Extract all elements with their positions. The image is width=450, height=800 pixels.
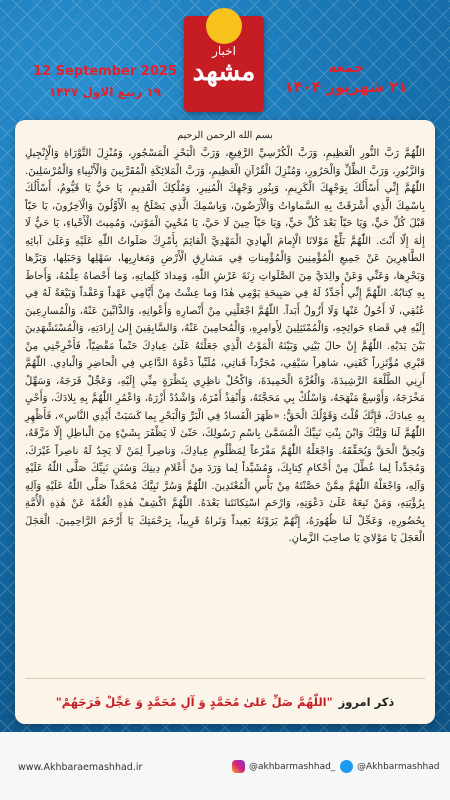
twitter-handle: @Akhbarmashhad <box>357 761 440 772</box>
logo-title: مشهد <box>192 57 256 87</box>
twitter-link[interactable] <box>340 760 439 773</box>
instagram-handle: @akhbarmashhad_ <box>249 761 336 772</box>
zekr-label: ذکر امروز <box>338 695 395 709</box>
solar-date: ۲۱ شهریور ۱۴۰۴ <box>284 78 408 96</box>
instagram-link[interactable] <box>232 760 335 773</box>
date-block-left <box>30 64 180 99</box>
logo-subtitle: اخبار <box>212 44 236 58</box>
zekr-value: "اللّٰهُمَّ صَلِّ عَلىٰ مُحَمَّدٍ وَ آلِ مُحَمَّدٍ وَ عَجِّلْ فَرَجَهُمْ" <box>55 695 333 709</box>
weekday: جمعه <box>328 60 364 76</box>
sun-icon <box>206 8 242 44</box>
prayer-text: اللّٰهُمَّ رَبَّ النُّورِ الْعَظِيمِ، وَرَبَّ الْكُرْسِيِّ الرَّفِيعِ، وَرَبَّ الْبَحْرِ الْمَسْجُورِ، وَمُنْزِلَ التَّوْرَاةِ وَالْإِنْجِيلِ وَالزَّبُورِ، وَرَبَّ الظِّلِّ وَالْحَرُورِ، وَمُنْزِلَ الْقُرْآنِ الْعَظِيمِ، وَرَبَّ الْمَلائِكَةِ الْمُقَرَّبِينَ وَالْأَنْبِياءِ وَالْمُرْسَلِينَ. اللّٰهُمَّ إِنِّي أَسْأَلُكَ بِوَجْهِكَ الْكَرِيمِ، وَبِنُورِ وَجْهِكَ الْمُنِيرِ، وَمُلْكِكَ الْقَدِيمِ، يَا حَيُّ يَا قَيُّومُ، أَسْأَلُكَ بِاسْمِكَ الَّذِي أَشْرَقَتْ بِهِ السَّماواتُ وَالْأَرَضُونَ، وَبِاسْمِكَ الَّذِي يَصْلَحُ بِهِ الْأَوَّلُونَ وَالْآخِرُونَ، يَا حَيّاً قَبْلَ كُلِّ حَيٍّ، وَيَا حَيّاً بَعْدَ كُلِّ حَيٍّ، وَيَا حَيّاً حِينَ لَا حَيَّ، يَا مُحْيِيَ الْمَوْتىٰ، وَمُمِيتَ الْأَحْياءِ، يَا حَيُّ لَا إِلٰهَ إِلّا أَنْتَ. اللّٰهُمَّ بَلِّغْ مَوْلانَا الْإِمامَ الْهادِيَ الْمَهْدِيَّ الْقائِمَ بِأَمْرِكَ صَلَواتُ اللّٰهِ عَلَيْهِ وَعَلَىٰ آبائِهِ الطَّاهِرِينَ عَنْ جَمِيعِ الْمُؤْمِنِينَ وَالْمُؤْمِناتِ فِي مَشارِقِ الْأَرْضِ وَمَغارِبِها، سَهْلِها وَجَبَلِها، وَبَرِّها وَبَحْرِها، وَعَنِّي وَعَنْ والِدَيَّ مِنَ الصَّلَواتِ زِنَةَ عَرْشِ اللّٰهِ، وَمِدادَ كَلِماتِهِ، وَما أَحْصاهُ عِلْمُهُ، وَأَحاطَ بِهِ كِتابُهُ. اللّٰهُمَّ إِنِّي أُجَدِّدُ لَهُ فِي صَبِيحَةِ يَوْمِي هٰذَا وَما عِشْتُ مِنْ أَيَّامِي عَهْداً وَعَقْداً وَبَيْعَةً لَهُ فِي عُنُقِي، لَا أَحُولُ عَنْها وَلَا أَزُولُ أَبَداً. اللّٰهُمَّ اجْعَلْنِي مِنْ أَنْصارِهِ وَأَعْوانِهِ، وَالذَّابِّينَ عَنْهُ، وَالْمُسارِعِينَ إِلَيْهِ فِي قَضاءِ حَوائِجِهِ، وَالْمُمْتَثِلِينَ لِأَوامِرِهِ، وَالْمُحامِينَ عَنْهُ، وَالسَّابِقِينَ إِلىٰ إِرادَتِهِ، وَالْمُسْتَشْهَدِينَ بَيْنَ يَدَيْهِ. اللّٰهُمَّ إِنْ حالَ بَيْنِي وَبَيْنَهُ الْمَوْتُ الَّذِي جَعَلْتَهُ عَلَىٰ عِبادِكَ حَتْماً مَقْضِيّاً، فَأَخْرِجْنِي مِنْ قَبْرِي مُؤْتَزِراً كَفَنِي، شاهِراً سَيْفِي، مُجَرِّداً قَناتِي، مُلَبِّياً دَعْوَةَ الدَّاعِي فِي الْحاضِرِ وَالْبادِي. اللّٰهُمَّ أَرِنِي الطَّلْعَةَ الرَّشِيدَةَ، وَالْغُرَّةَ الْحَمِيدَةَ، وَاكْحُلْ ناظِرِي بِنَظْرَةٍ مِنِّي إِلَيْهِ، وَعَجِّلْ فَرَجَهُ، وَسَهِّلْ مَخْرَجَهُ، وَأَوْسِعْ مَنْهَجَهُ، وَاسْلُكْ بِي مَحَجَّتَهُ، وَأَنْفِذْ أَمْرَهُ، وَاشْدُدْ أَزْرَهُ، وَاعْمُرِ اللّٰهُمَّ بِهِ بِلادَكَ، وَأَحْيِ بِهِ عِبادَكَ، فَإِنَّكَ قُلْتَ وَقَوْلُكَ الْحَقُّ: «ظَهَرَ الْفَسادُ فِي الْبَرِّ وَالْبَحْرِ بِما كَسَبَتْ أَيْدِي النَّاسِ»، فَأَظْهِرِ اللّٰهُمَّ لَنا وَلِيَّكَ وَابْنَ بِنْتِ نَبِيِّكَ الْمُسَمَّىٰ بِاسْمِ رَسُولِكَ، حَتّىٰ لَا يَظْفَرَ بِشَيْءٍ مِنَ الْباطِلِ إِلّا مَزَّقَهُ، وَيُحِقَّ الْحَقَّ وَيُحَقِّقَهُ. وَاجْعَلْهُ اللّٰهُمَّ مَفْزَعاً لِمَظْلُومِ عِبادِكَ، وَناصِراً لِمَنْ لَا يَجِدُ لَهُ ناصِراً غَيْرَكَ، وَمُجَدِّداً لِما عُطِّلَ مِنْ أَحْكامِ كِتابِكَ، وَمُشَيِّداً لِما وَرَدَ مِنْ أَعْلامِ دِينِكَ وَسُنَنِ نَبِيِّكَ صَلَّى اللّٰهُ عَلَيْهِ وَآلِهِ، وَاجْعَلْهُ اللّٰهُمَّ مِمَّنْ حَصَّنْتَهُ مِنْ بَأْسِ الْمُعْتَدِينَ. اللّٰهُمَّ وَسُرَّ نَبِيَّكَ مُحَمَّداً صَلَّى اللّٰهُ عَلَيْهِ وَآلِهِ بِرُؤْيَتِهِ، وَمَنْ تَبِعَهُ عَلَىٰ دَعْوَتِهِ، وَارْحَمِ اسْتِكانَتَنا بَعْدَهُ. اللّٰهُمَّ اكْشِفْ هٰذِهِ الْغُمَّةَ عَنْ هٰذِهِ الْأُمَّةِ بِحُضُورِهِ، وَعَجِّلْ لَنا ظُهُورَهُ، إِنَّهُمْ يَرَوْنَهُ بَعِيداً وَنَراهُ قَرِيباً، بِرَحْمَتِكَ يَا أَرْحَمَ الرَّاحِمِينَ. الْعَجَلَ الْعَجَلَ يَا مَوْلايَ يَا صاحِبَ الزَّمانِ. <box>25 148 425 544</box>
date-block-right <box>266 60 426 96</box>
instagram-icon <box>232 760 245 773</box>
logo <box>184 16 264 112</box>
hijri-date: ۱۹ ربیع الاول ۱۴۴۷ <box>49 85 161 99</box>
daily-zekr <box>15 684 435 720</box>
bismillah: بسم الله الرحمن الرحيم <box>177 130 273 141</box>
gregorian-date: 12 September 2025 <box>33 64 177 79</box>
header <box>0 0 450 118</box>
footer <box>0 732 450 800</box>
divider <box>25 678 425 679</box>
twitter-icon <box>340 760 353 773</box>
website-link[interactable]: www.Akhbaraemashhad.ir <box>18 762 143 773</box>
content-card <box>15 120 435 724</box>
